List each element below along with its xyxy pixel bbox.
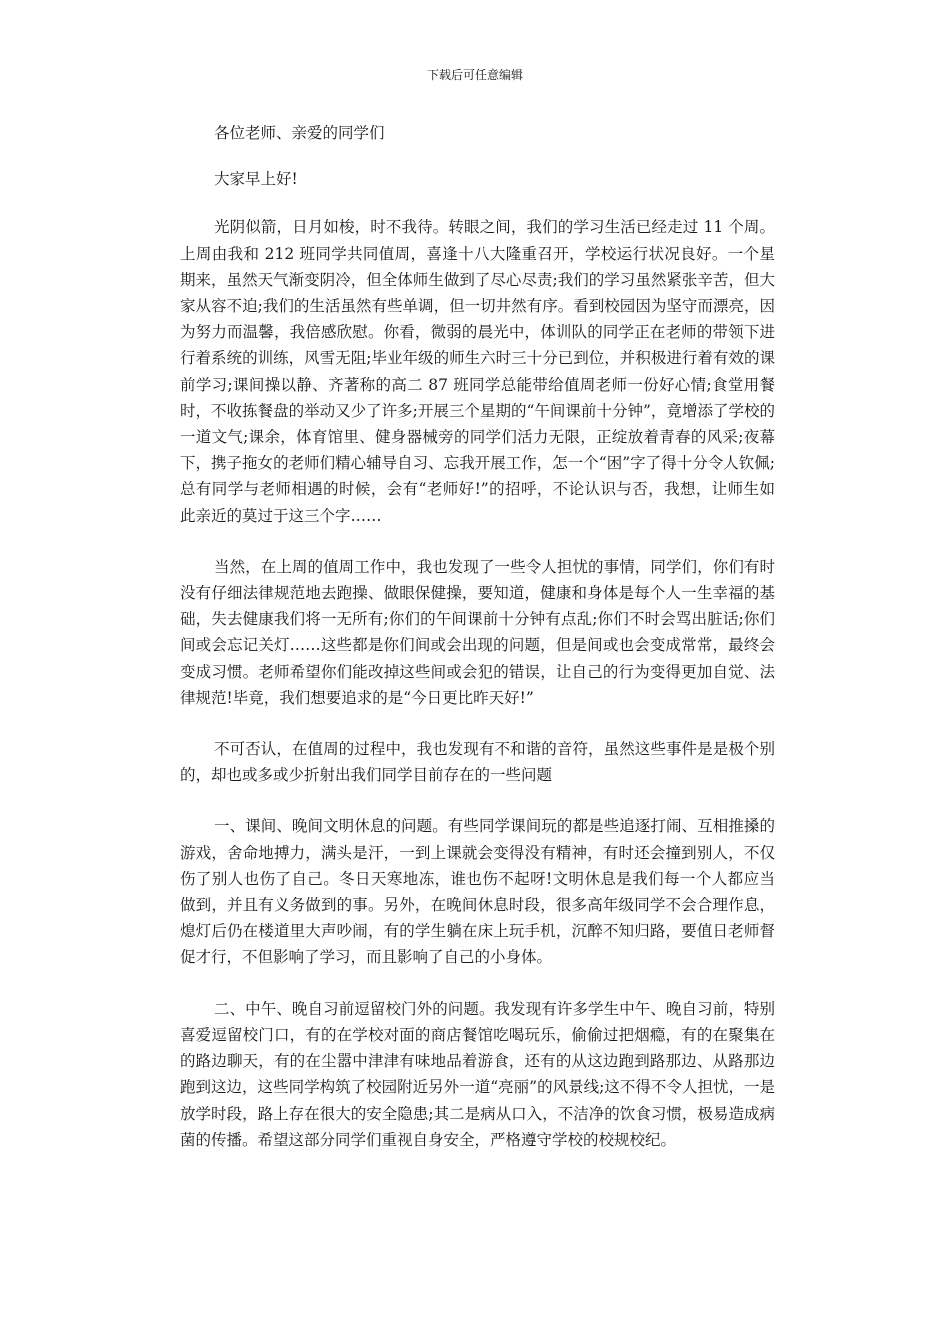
paragraph-intro: 光阴似箭，日月如梭，时不我待。转眼之间，我们的学习生活已经走过 11 个周。上周由我和 212 班同学共同值周，喜逢十八大隆重召开，学校运行状况良好。一个星期来，虽然天气渐变阴冷，但全体师生做到了尽心尽责;我们的学习虽然紧张辛苦，但大家从容不迫;我们的生活虽然有些单调，但一切井然有序。看到校园因为坚守而漂亮，因为努力而温馨，我倍感欣慰。你看，微弱的晨光中，体训队的同学正在老师的带领下进行着系统的训练，风雪无阻;毕业年级的师生六时三十分已到位，并积极进行着有效的课前学习;课间操以静、齐著称的高二 87 班同学总能带给值周老师一份好心情;食堂用餐时，不收拣餐盘的举动又少了许多;开展三个星期的“午间课前十分钟”，竟增添了学校的一道文气;课余，体育馆里、健身器械旁的同学们活力无限，正绽放着青春的风采;夜幕下，携子拖女的老师们精心辅导自习、忘我开展工作，怎一个“困”字了得十分令人钦佩;总有同学与老师相遇的时候，会有“老师好!”的招呼，不论认识与否，我想，让师生如此亲近的莫过于这三个字…… — [180, 218, 775, 525]
salutation: 各位老师、亲爱的同学们 — [214, 124, 385, 142]
greeting: 大家早上好! — [214, 170, 298, 189]
paragraph-issue-one: 一、课间、晚间文明休息的问题。有些同学课间玩的都是些追逐打闹、互相推搡的游戏，舍命地搏力，满头是汗，一到上课就会变得没有精神，有时还会撞到别人，不仅伤了别人也伤了自己。冬日天寒地冻，谁也伤不起呀!文明休息是我们每一个人都应当做到，并且有义务做到的事。另外，在晚间休息时段，很多高年级同学不会合理作息，熄灯后仍在楼道里大声吵闹，有的学生躺在床上玩手机，沉醉不知归路，要值日老师督促才行，不但影响了学习，而且影响了自己的小身体。 — [180, 817, 775, 967]
paragraph-discord: 不可否认，在值周的过程中，我也发现有不和谐的音符，虽然这些事件是是极个别的，却也或多或少折射出我们同学目前存在的一些问题 — [180, 740, 775, 785]
header-note: 下载后可任意编辑 — [426, 68, 523, 82]
paragraph-issue-two: 二、中午、晚自习前逗留校门外的问题。我发现有许多学生中午、晚自习前，特别喜爱逗留校门口，有的在学校对面的商店餐馆吃喝玩乐，偷偷过把烟瘾，有的在聚集在的路边聊天，有的在尘嚣中津津有味地品着游食，还有的从这边跑到路那边、从路那边跑到这边，这些同学构筑了校园附近另外一道“亮丽”的风景线;这不得不令人担忧，一是放学时段，路上存在很大的安全隐患;其二是病从口入，不洁净的饮食习惯，极易造成病菌的传播。希望这部分同学们重视自身安全，严格遵守学校的校规校纪。 — [180, 999, 775, 1149]
document-body — [180, 120, 775, 1153]
paragraph-concerns: 当然，在上周的值周工作中，我也发现了一些令人担忧的事情，同学们，你们有时没有仔细法律规范地去跑操、做眼保健操，要知道，健康和身体是每个人一生幸福的基础，失去健康我们将一无所有;你们的午间课前十分钟有点乱;你们不时会骂出脏话;你们间或会忘记关灯……这些都是你们间或会出现的问题，但是间或也会变成常常，最终会变成习惯。老师希望你们能改掉这些间或会犯的错误，让自己的行为变得更加自觉、法律规范!毕竟，我们想要追求的是“今日更比昨天好!” — [180, 557, 775, 707]
